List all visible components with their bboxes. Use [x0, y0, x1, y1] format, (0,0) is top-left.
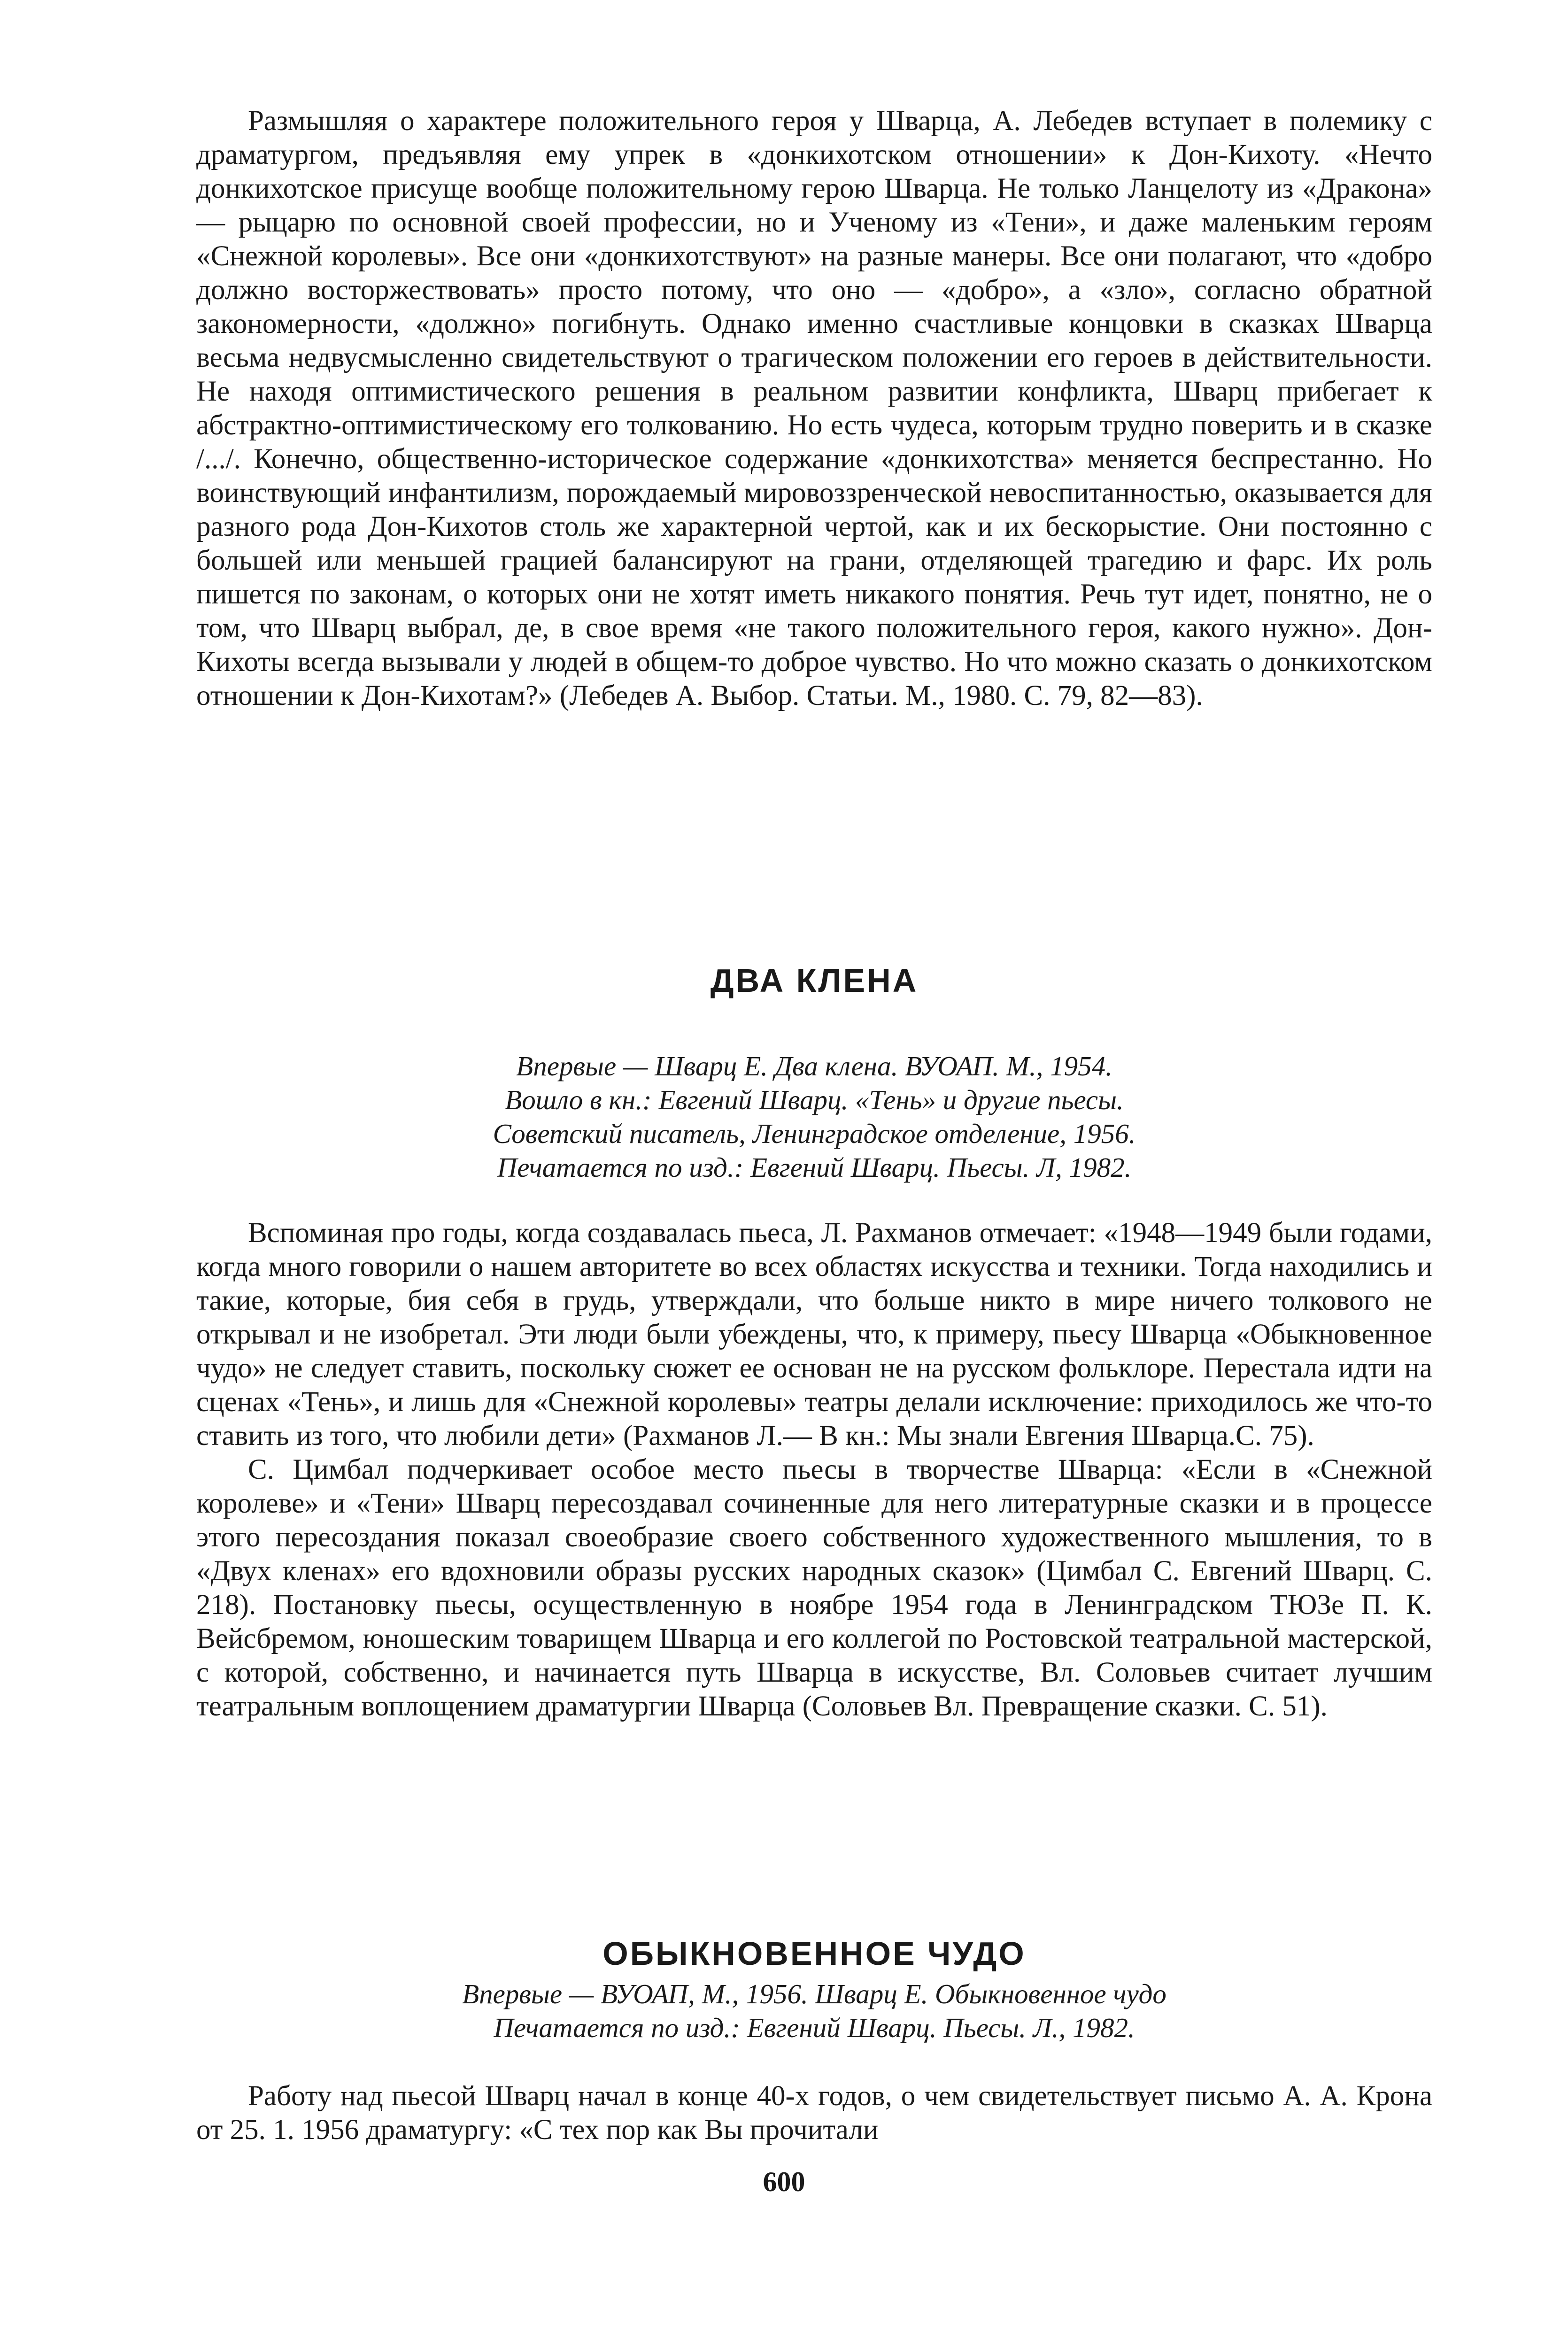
source-line: Вошло в кн.: Евгений Шварц. «Тень» и другие пьесы. — [505, 1084, 1124, 1115]
source-line: Впервые — Шварц Е. Два клена. ВУОАП. М., 1954. — [516, 1050, 1112, 1081]
section-title-dva-klena: ДВА КЛЕНА — [710, 962, 919, 999]
section1-paragraph-1: Вспоминая про годы, когда создавалась пьеса, Л. Рахманов отмечает: «1948—1949 были годами, когда много говорили о нашем авторитете во всех областях искусства и техники. Тогда находились и такие, которые, бия себя в грудь, утверждали, что больше никто в мире ничего толкового не открывал и не изобретал. Эти люди были убеждены, что, к примеру, пьесу Шварца «Обыкновенное чудо» не следует ставить, поскольку сюжет ее основан не на русском фольклоре. Перестала идти на сценах «Тень», и лишь для «Снежной королевы» театры делали исключение: приходилось же что-то ставить из того, что любили дети» (Рахманов Л.— В кн.: Мы знали Евгения Шварца.С. 75). — [196, 1217, 1432, 1452]
section1-body — [196, 1216, 1432, 1723]
intro-paragraph: Размышляя о характере положительного героя у Шварца, А. Лебедев вступает в полемику с драматургом, предъявляя ему упрек в «донкихотском отношении» к Дон-Кихоту. «Нечто донкихотское присуще вообще положительному герою Шварца. Не только Ланцелоту из «Дракона» — рыцарю по основной своей профессии, но и Ученому из «Тени», и даже маленьким героям «Снежной королевы». Все они «донкихотствуют» на разные манеры. Все они полагают, что «добро должно восторжествовать» просто потому, что оно — «добро», а «зло», согласно обратной закономерности, «должно» погибнуть. Однако именно счастливые концовки в сказках Шварца весьма недвусмысленно свидетельствуют о трагическом положении его героев в действительности. Не находя оптимистического решения в реальном развитии конфликта, Шварц прибегает к абстрактно-оптимистическому его толкованию. Но есть чудеса, которым трудно поверить и в сказке /.../. Конечно, общественно-историческое содержание «донкихотства» меняется беспрестанно. Но воинствующий инфантилизм, порождаемый мировоззренческой невоспитанностью, оказывается для разного рода Дон-Кихотов столь же характерной чертой, как и их бескорыстие. Они постоянно с большей или меньшей грацией балансируют на грани, отделяющей трагедию и фарс. Их роль пишется по законам, о которых они не хотят иметь никакого понятия. Речь тут идет, понятно, не о том, что Шварц выбрал, де, в свое время «не такого положительного героя, какого нужно». Дон-Кихоты всегда вызывали у людей в общем-то доброе чувство. Но что можно сказать о донкихотском отношении к Дон-Кихотам?» (Лебедев А. Выбор. Статьи. М., 1980. С. 79, 82—83). — [196, 105, 1432, 711]
section-title-obyknovennoe-chudo: ОБЫКНОВЕННОЕ ЧУДО — [602, 1935, 1026, 1972]
source-line: Печатается по изд.: Евгений Шварц. Пьесы. Л, 1982. — [497, 1152, 1132, 1183]
source-line: Впервые — ВУОАП, М., 1956. Шварц Е. Обыкновенное чудо — [462, 1978, 1166, 2009]
source-line: Советский писатель, Ленинградское отделение, 1956. — [493, 1118, 1136, 1149]
section2-paragraph-1: Работу над пьесой Шварц начал в конце 40-х годов, о чем свидетельствует письмо А. А. Крона от 25. 1. 1956 драматургу: «С тех пор как Вы прочитали — [196, 2080, 1432, 2146]
section2-source-note — [196, 1977, 1432, 2045]
intro-block — [196, 104, 1432, 713]
source-line: Печатается по изд.: Евгений Шварц. Пьесы. Л., 1982. — [494, 2012, 1135, 2043]
page-number: 600 — [763, 2166, 805, 2197]
section1-source-note — [196, 1049, 1432, 1184]
section2-body — [196, 2079, 1432, 2147]
section1-paragraph-2: С. Цимбал подчеркивает особое место пьесы в творчестве Шварца: «Если в «Снежной королеве» и «Тени» Шварц пересоздавал сочиненные для него литературные сказки и в процессе этого пересоздания показал своеобразие своего собственного художественного мышления, то в «Двух кленах» его вдохновили образы русских народных сказок» (Цимбал С. Евгений Шварц. С. 218). Постановку пьесы, осуществленную в ноябре 1954 года в Ленинградском ТЮЗе П. К. Вейсбремом, юношеским товарищем Шварца и его коллегой по Ростовской театральной мастерской, с которой, собственно, и начинается путь Шварца в искусстве, Вл. Соловьев считает лучшим театральным воплощением драматургии Шварца (Соловьев Вл. Превращение сказки. С. 51). — [196, 1454, 1432, 1722]
